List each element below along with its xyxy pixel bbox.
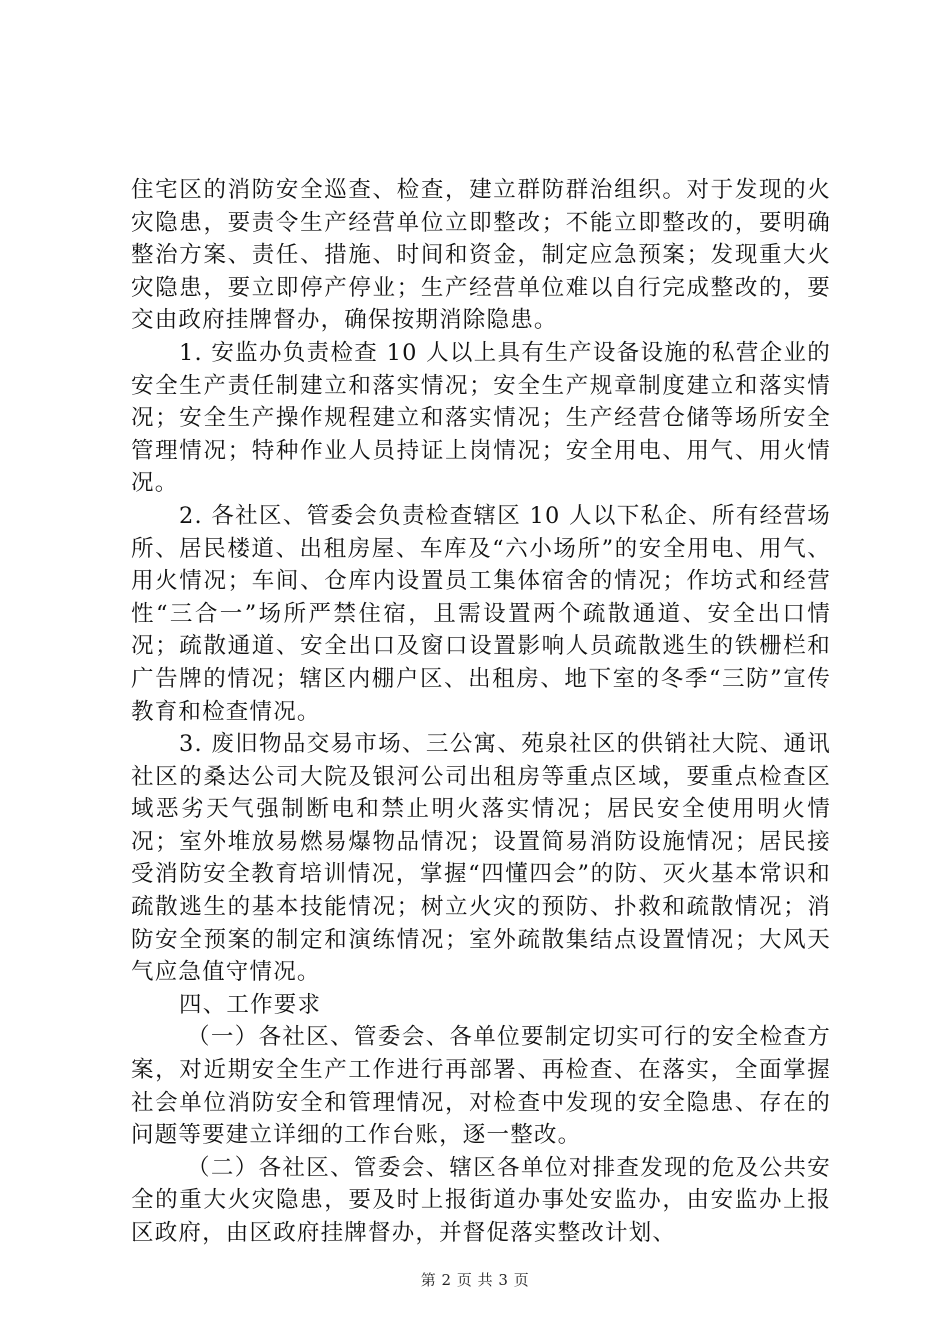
paragraph-requirement-1: （一）各社区、管委会、各单位要制定切实可行的安全检查方案，对近期安全生产工作进行再部署、再检查、在落实，全面掌握社会单位消防安全和管理情况，对检查中发现的安全隐患、存在的问题等要建立详细的工作台账，逐一整改。	[131, 1024, 831, 1149]
page-footer: 第 2 页 共 3 页	[420, 1271, 530, 1289]
paragraph-requirement-2: （二）各社区、管委会、辖区各单位对排查发现的危及公共安全的重大火灾隐患，要及时上报街道办事处安监办，由安监办上报区政府，由区政府挂牌督办，并督促落实整改计划、	[131, 1154, 831, 1246]
paragraph-item-1: 1. 安监办负责检查 10 人以上具有生产设备设施的私营企业的安全生产责任制建立和落实情况；安全生产规章制度建立和落实情况；安全生产操作规程建立和落实情况；生产经营仓储等场所安全管理情况；特种作业人员持证上岗情况；安全用电、用气、用火情况。	[131, 339, 831, 497]
paragraph-item-3: 3. 废旧物品交易市场、三公寓、苑泉社区的供销社大院、通讯社区的桑达公司大院及银河公司出租房等重点区域，要重点检查区域恶劣天气强制断电和禁止明火落实情况；居民安全使用明火情况；室外堆放易燃易爆物品情况；设置简易消防设施情况；居民接受消防安全教育培训情况，掌握“四懂四会”的防、灭火基本常识和疏散逃生的基本技能情况；树立火灾的预防、扑救和疏散情况；消防安全预案的制定和演练情况；室外疏散集结点设置情况；大风天气应急值守情况。	[131, 731, 831, 986]
section-heading-work-requirements: 四、工作要求	[179, 991, 322, 1018]
document-body	[131, 174, 831, 1250]
paragraph-item-2: 2. 各社区、管委会负责检查辖区 10 人以下私企、所有经营场所、居民楼道、出租房屋、车库及“六小场所”的安全用电、用气、用火情况；车间、仓库内设置员工集体宿舍的情况；作坊式和经营性“三合一”场所严禁住宿，且需设置两个疏散通道、安全出口情况；疏散通道、安全出口及窗口设置影响人员疏散逃生的铁栅栏和广告牌的情况；辖区内棚户区、出租房、地下室的冬季“三防”宣传教育和检查情况。	[131, 502, 831, 725]
paragraph-continuation: 住宅区的消防安全巡查、检查，建立群防群治组织。对于发现的火灾隐患，要责令生产经营单位立即整改；不能立即整改的，要明确整治方案、责任、措施、时间和资金，制定应急预案；发现重大火灾隐患，要立即停产停业；生产经营单位难以自行完成整改的，要交由政府挂牌督办，确保按期消除隐患。	[131, 177, 831, 334]
